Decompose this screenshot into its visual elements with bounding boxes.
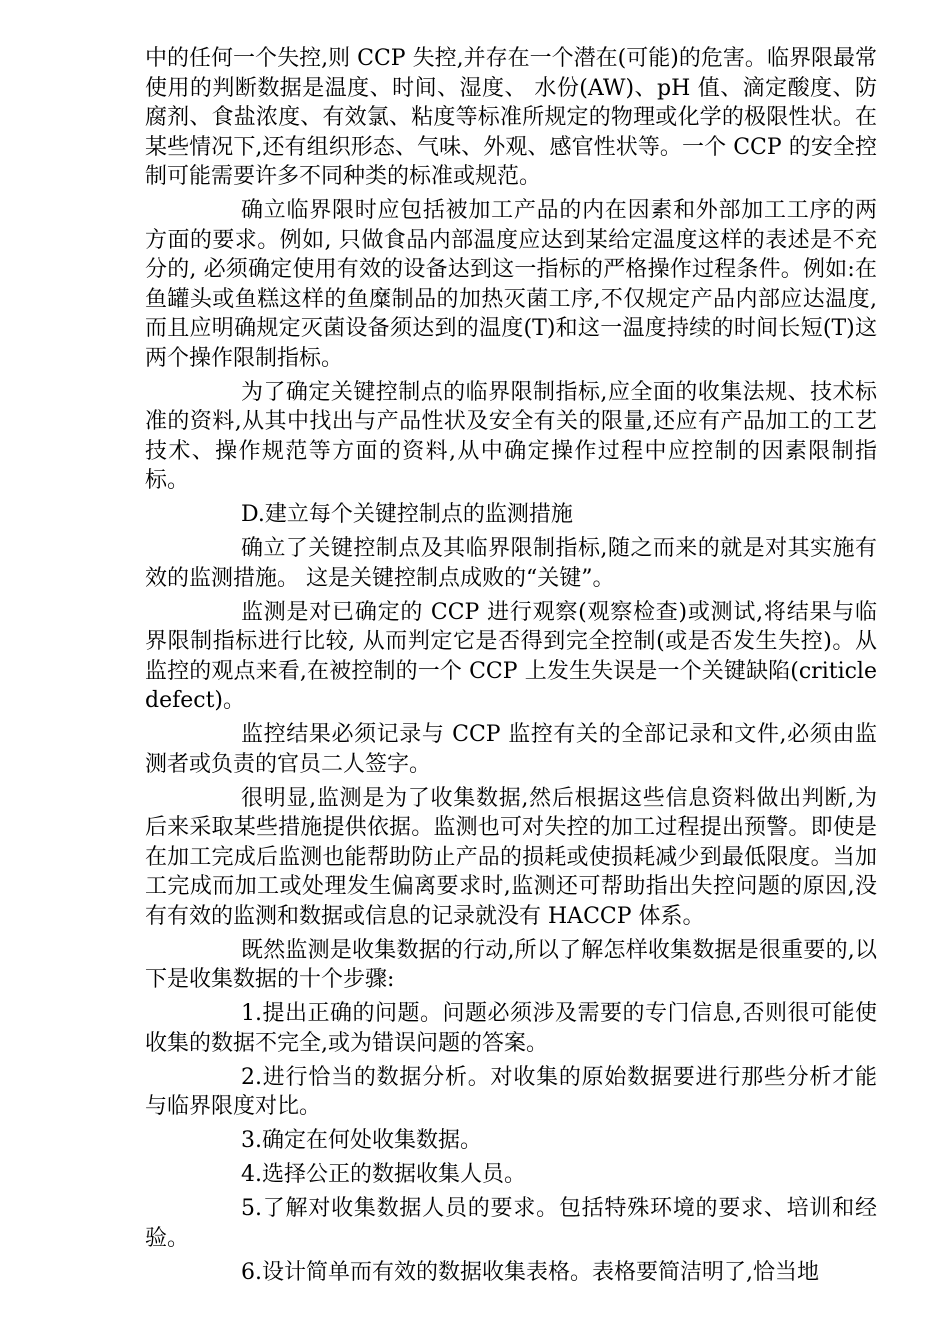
list-item-6: 6.设计简单而有效的数据收集表格。表格要简洁明了,恰当地 — [241, 1259, 819, 1285]
section-heading-d: D.建立每个关键控制点的监测措施 — [241, 502, 573, 527]
paragraph-1: 中的任何一个失控,则 CCP 失控,并存在一个潜在(可能)的危害。临界限最常使用的判断数据是温度、时间、湿度、 水份(AW)、pH 值、滴定酸度、防腐剂、食盐浓度、有效氯、粘度等标准所规定的物理或化学的极限性状。在某些情况下,还有组织形态、气味、外观、感官性状等。一个 CCP 的安全控制可能需要许多不同种类的标准或规范。 — [145, 46, 877, 189]
paragraph-5: 确立了关键控制点及其临界限制指标,随之而来的就是对其实施有效的监测措施。 这是关键控制点成败的“关键”。 — [145, 536, 877, 591]
paragraph-6: 监测是对已确定的 CCP 进行观察(观察检查)或测试,将结果与临界限制指标进行比较, 从而判定它是否得到完全控制(或是否发生失控)。从监控的观点来看,在被控制的一个 CCP 上发生失误是一个关键缺陷(criticle defect)。 — [145, 599, 877, 713]
list-item-1: 1.提出正确的问题。问题必须涉及需要的专门信息,否则很可能使收集的数据不完全,或为错误问题的答案。 — [145, 1001, 877, 1056]
list-item-5: 5.了解对收集数据人员的要求。包括特殊环境的要求、培训和经验。 — [145, 1196, 877, 1251]
list-item-2: 2.进行恰当的数据分析。对收集的原始数据要进行那些分析才能与临界限度对比。 — [145, 1064, 877, 1119]
paragraph-9: 既然监测是收集数据的行动,所以了解怎样收集数据是很重要的,以下是收集数据的十个步骤: — [145, 937, 877, 992]
paragraph-8: 很明显,监测是为了收集数据,然后根据这些信息资料做出判断,为后来采取某些措施提供依据。监测也可对失控的加工过程提出预警。即使是在加工完成后监测也能帮助防止产品的损耗或使损耗减少到最低限度。当加工完成而加工或处理发生偏离要求时,监测还可帮助指出失控问题的原因,没有有效的监测和数据或信息的记录就没有 HACCP 体系。 — [145, 785, 877, 929]
paragraph-3: 为了确定关键控制点的临界限制指标,应全面的收集法规、技术标准的资料,从其中找出与产品性状及安全有关的限量,还应有产品加工的工艺技术、操作规范等方面的资料,从中确定操作过程中应控制的因素限制指标。 — [145, 379, 877, 493]
paragraph-2: 确立临界限时应包括被加工产品的内在因素和外部加工工序的两方面的要求。例如, 只做食品内部温度应达到某给定温度这样的表述是不充分的, 必须确定使用有效的设备达到这一指标的严格操作过程条件。例如:在鱼罐头或鱼糕这样的鱼糜制品的加热灭菌工序,不仅规定产品内部应达温度,而且应明确规定灭菌设备须达到的温度(T)和这一温度持续的时间长短(T)这两个操作限制指标。 — [145, 198, 877, 371]
list-item-3: 3.确定在何处收集数据。 — [241, 1128, 482, 1153]
paragraph-7: 监控结果必须记录与 CCP 监控有关的全部记录和文件,必须由监测者或负责的官员二人签字。 — [145, 722, 877, 777]
document-page — [145, 44, 877, 1287]
list-item-4: 4.选择公正的数据收集人员。 — [241, 1162, 526, 1187]
